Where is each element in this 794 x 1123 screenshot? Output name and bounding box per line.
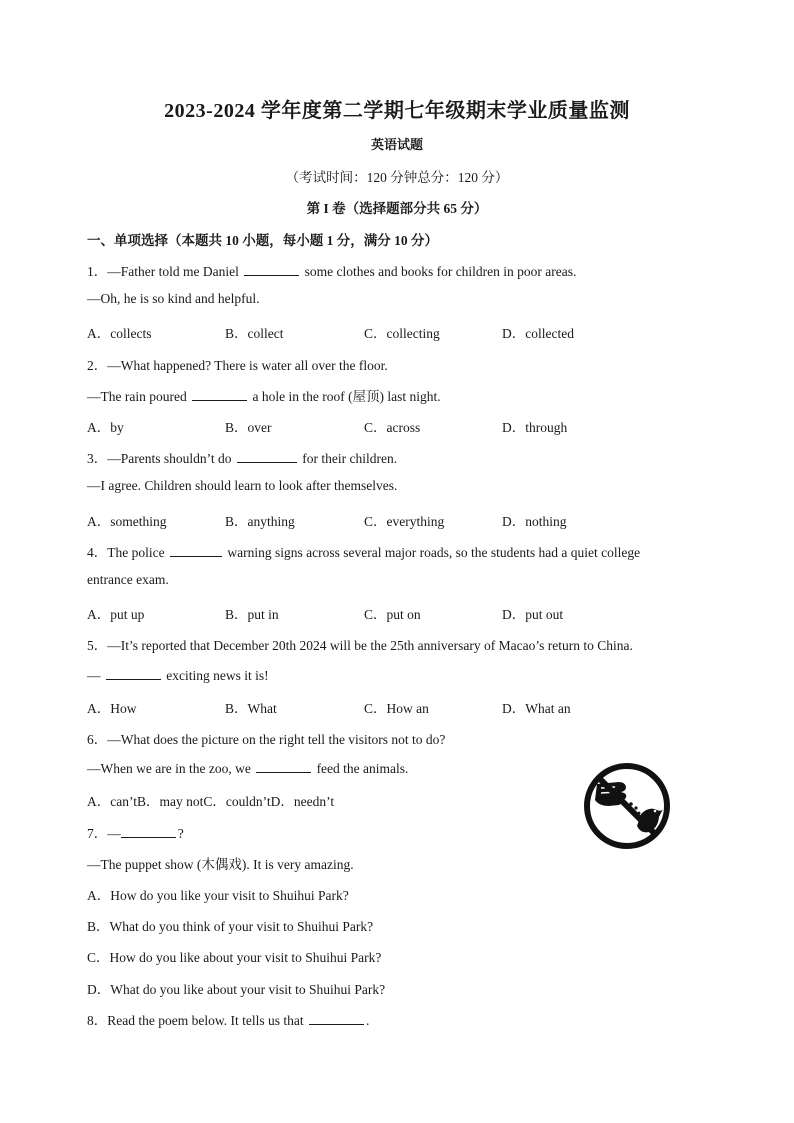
question-7-stem: [87, 822, 184, 842]
q2-option-c: C．across: [364, 420, 421, 435]
q1-text-post: some clothes and books for children in poor areas.: [304, 264, 577, 279]
q7-text-pre: 7．—: [87, 826, 121, 841]
question-7-reply: —The puppet show (木偶戏). It is very amazing.: [87, 857, 354, 872]
q8-text-post: .: [365, 1013, 370, 1028]
q2-text-post: a hole in the roof (屋顶) last night.: [252, 389, 441, 404]
q1-option-d: D．collected: [502, 326, 574, 341]
question-1-reply: —Oh, he is so kind and helpful.: [87, 291, 260, 306]
answer-blank: [121, 824, 176, 838]
q2-option-d: D．through: [502, 420, 568, 435]
q7-option-c: C．How do you like about your visit to Shuihui Park?: [87, 950, 382, 965]
q1-option-c: C．collecting: [364, 326, 440, 341]
q5-option-b: B．What: [225, 701, 277, 716]
question-3-reply: —I agree. Children should learn to look after themselves.: [87, 478, 398, 493]
answer-blank: [106, 666, 161, 680]
q6-options: A．can’tB．may notC．couldn’tD．needn’t: [87, 794, 335, 809]
q2-option-b: B．over: [225, 420, 272, 435]
page-title: 2023-2024 学年度第二学期七年级期末学业质量监测: [164, 100, 630, 122]
q3-option-d: D．nothing: [502, 514, 567, 529]
q2-option-a: A．by: [87, 420, 124, 435]
q1-option-a: A．collects: [87, 326, 152, 341]
q4-option-d: D．put out: [502, 607, 564, 622]
question-4-stem: [87, 541, 640, 561]
q3-option-b: B．anything: [225, 514, 295, 529]
question-5-reply: [87, 666, 269, 684]
q7-text-post: ?: [177, 826, 184, 841]
q7-option-a: A．How do you like your visit to Shuihui Park?: [87, 888, 349, 903]
q3-text-post: for their children.: [302, 451, 398, 466]
q4-text-post: warning signs across several major roads, so the students had a quiet college: [227, 545, 641, 560]
exam-info: （考试时间：120 分钟总分：120 分）: [285, 170, 509, 185]
answer-blank: [237, 449, 297, 463]
q2-text-pre: —The rain poured: [87, 389, 187, 404]
question-2-stem: 2．—What happened? There is water all over the floor.: [87, 358, 388, 373]
question-2-reply: [87, 385, 441, 405]
question-1-stem: [87, 260, 576, 280]
q5-text-post: exciting news it is!: [166, 668, 269, 683]
q4-text-pre: 4．The police: [87, 545, 165, 560]
section-heading: 一、单项选择（本题共 10 小题，每小题 1 分，满分 10 分）: [87, 233, 438, 248]
question-6-stem: 6．—What does the picture on the right tell the visitors not to do?: [87, 732, 446, 747]
q1-text-pre: 1．—Father told me Daniel: [87, 264, 239, 279]
q5-text-pre: —: [87, 668, 101, 683]
question-6-reply: [87, 759, 408, 777]
q3-option-c: C．everything: [364, 514, 445, 529]
q8-text-pre: 8．Read the poem below. It tells us that: [87, 1013, 304, 1028]
q6-text-post: feed the animals.: [316, 761, 409, 776]
q5-option-c: C．How an: [364, 701, 429, 716]
q4-option-a: A．put up: [87, 607, 145, 622]
question-8-stem: [87, 1009, 369, 1029]
subject-title: 英语试题: [370, 137, 423, 152]
q1-option-b: B．collect: [225, 326, 284, 341]
question-4-continuation: entrance exam.: [87, 572, 169, 587]
no-feeding-animals-sign-icon: [579, 762, 679, 850]
question-5-stem: 5．—It’s reported that December 20th 2024 will be the 25th anniversary of Macao’s return to China.: [87, 638, 633, 653]
q5-option-a: A．How: [87, 701, 137, 716]
answer-blank: [244, 262, 299, 276]
answer-blank: [192, 387, 247, 401]
question-3-stem: [87, 447, 397, 467]
answer-blank: [309, 1011, 364, 1025]
q3-text-pre: 3．—Parents shouldn’t do: [87, 451, 232, 466]
q5-option-d: D．What an: [502, 701, 571, 716]
q7-option-d: D．What do you like about your visit to Shuihui Park?: [87, 982, 386, 997]
q4-option-b: B．put in: [225, 607, 279, 622]
answer-blank: [170, 543, 222, 557]
q7-option-b: B．What do you think of your visit to Shuihui Park?: [87, 919, 374, 934]
part-heading: 第 I 卷（选择题部分共 65 分）: [306, 201, 488, 216]
q6-text-pre: —When we are in the zoo, we: [87, 761, 251, 776]
q4-option-c: C．put on: [364, 607, 421, 622]
answer-blank: [256, 759, 311, 773]
q3-option-a: A．something: [87, 514, 167, 529]
